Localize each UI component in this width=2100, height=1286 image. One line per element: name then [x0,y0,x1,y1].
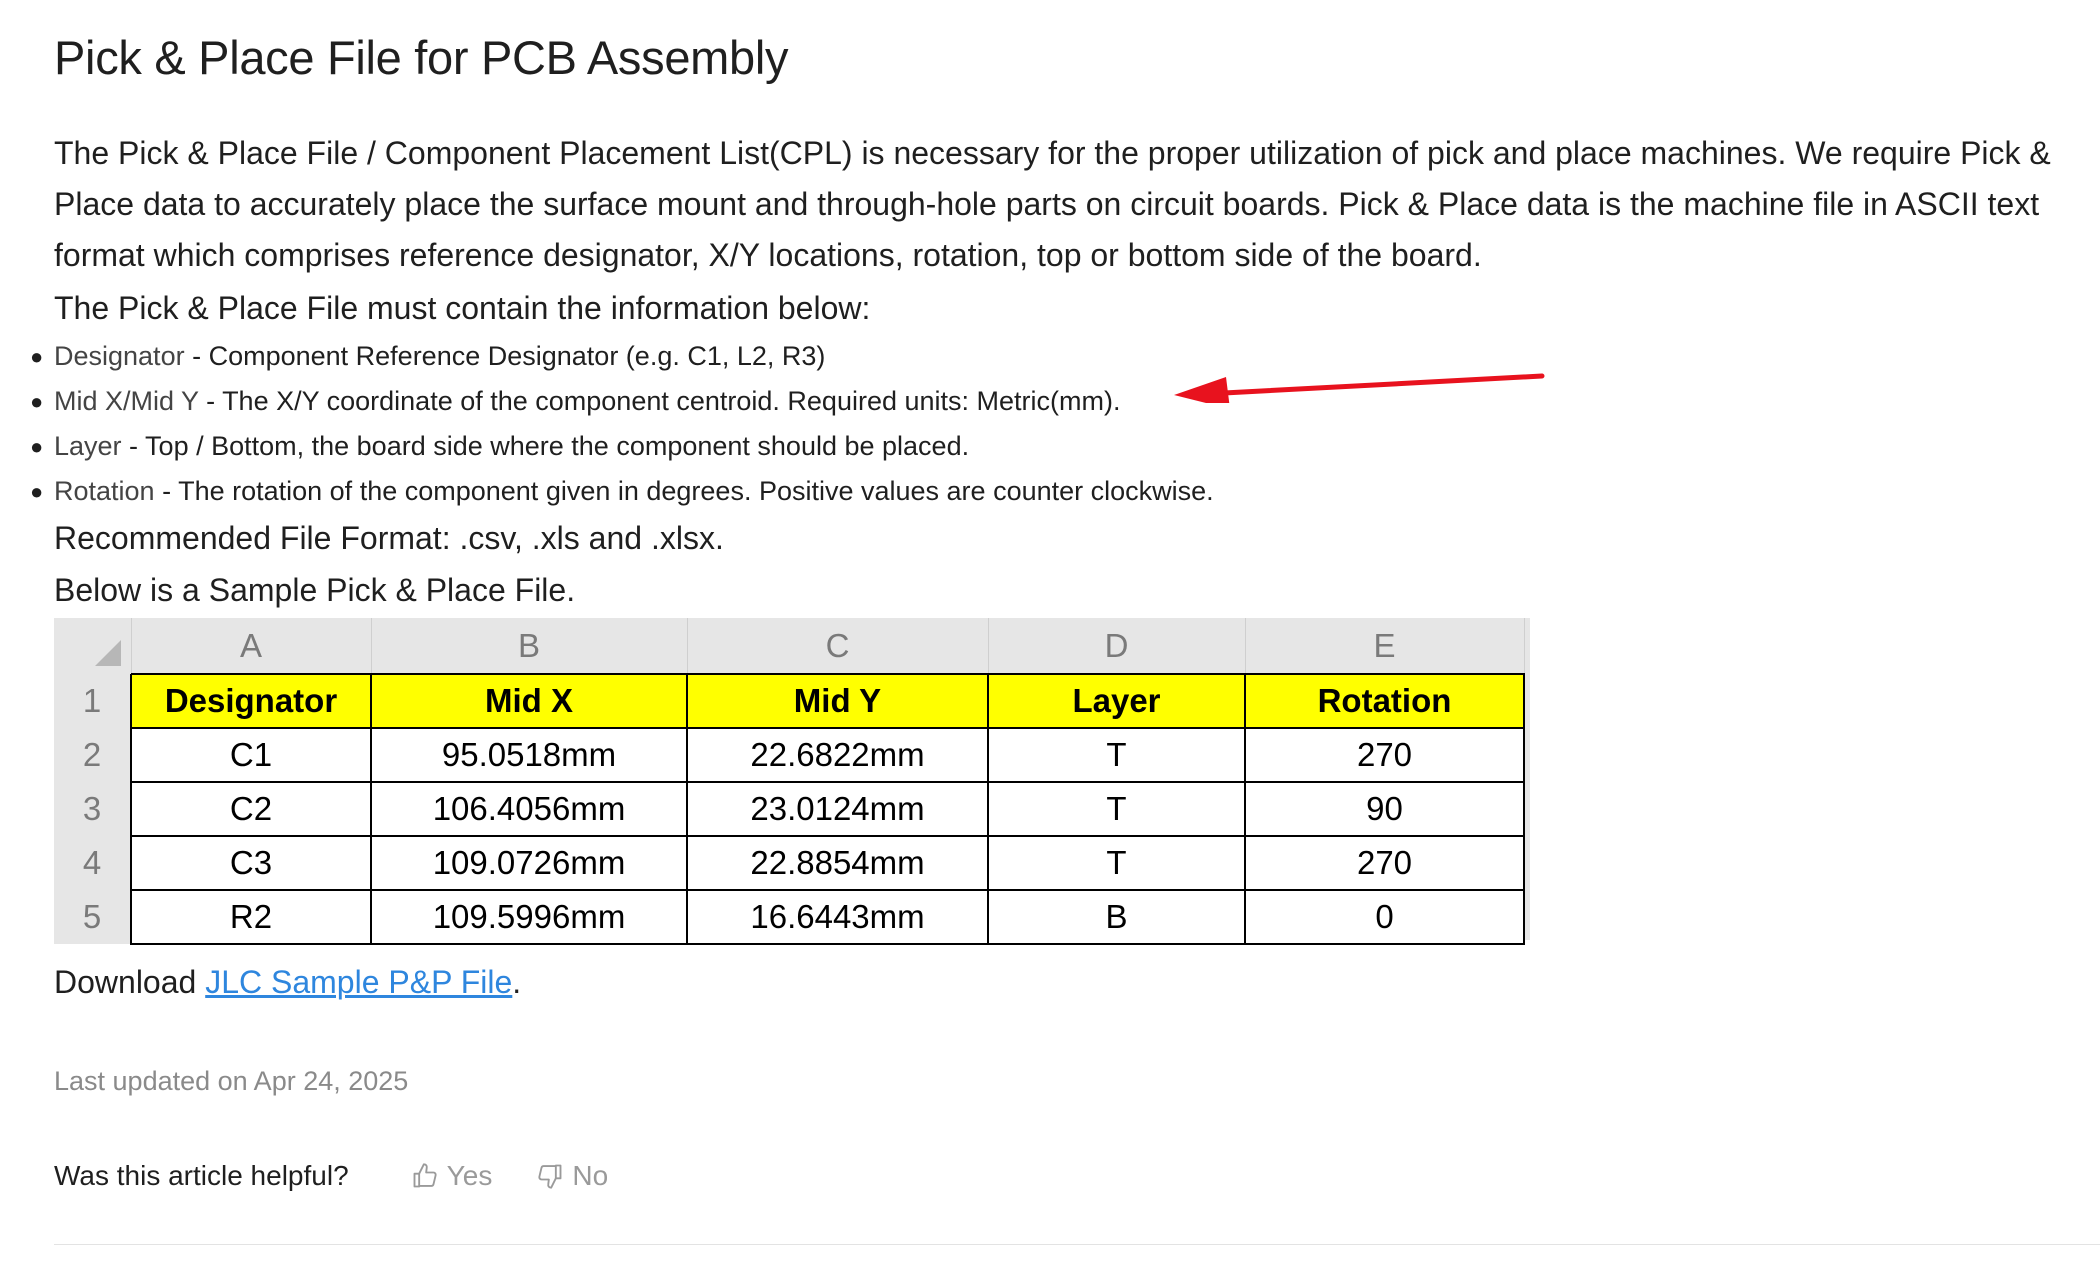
download-prefix: Download [54,964,206,1000]
divider [54,1244,2100,1245]
bullet-icon: ● [30,389,44,414]
row-number: 3 [54,782,131,836]
table-cell: T [988,836,1245,890]
table-row [54,782,1524,836]
sample-intro-text: Below is a Sample Pick & Place File. [54,572,576,608]
last-updated: Last updated on Apr 24, 2025 [54,1066,409,1096]
column-letter: C [687,618,988,674]
table-row [54,836,1524,890]
table-cell: 0 [1245,890,1524,944]
field-desc: - The rotation of the component given in degrees. Positive values are counter clockwise. [154,476,1214,506]
bullet-icon: ● [30,434,44,459]
column-letter: A [131,618,371,674]
table-cell: 22.6822mm [687,728,988,782]
must-contain-text: The Pick & Place File must contain the information below: [54,290,871,326]
column-header-row [54,618,1524,674]
row-number: 5 [54,890,131,944]
header-cell: Layer [988,674,1245,728]
header-cell: Mid Y [687,674,988,728]
intro-paragraph: The Pick & Place File / Component Placement List(CPL) is necessary for the proper utilization of pick and place machines. We require Pick & Place data to accurately place the surface mount and through-hole parts on circuit boards. Pick & Place data is the machine file in ASCII text format which comprises reference designator, X/Y locations, rotation, top or bottom side of the board. [54,135,2051,273]
header-cell: Mid X [371,674,687,728]
sample-spreadsheet-image [54,618,1530,940]
field-desc: - Component Reference Designator (e.g. C1, L2, R3) [184,341,826,371]
field-desc: - The X/Y coordinate of the component centroid. Required units: Metric(mm). [198,386,1121,416]
column-letter: D [988,618,1245,674]
table-cell: 95.0518mm [371,728,687,782]
column-letter: E [1245,618,1524,674]
table-row [54,890,1524,944]
list-item [30,334,1214,379]
table-header-row [54,674,1524,728]
bullet-icon: ● [30,344,44,369]
table-cell: B [988,890,1245,944]
field-term: Rotation [54,476,155,506]
list-item [30,469,1214,514]
yes-button[interactable] [411,1160,493,1192]
table-cell: 270 [1245,728,1524,782]
table-row [54,728,1524,782]
row-number: 1 [54,674,131,728]
table-cell: 109.5996mm [371,890,687,944]
helpful-question: Was this article helpful? [54,1160,349,1191]
thumbs-up-icon [411,1162,439,1190]
table-cell: T [988,728,1245,782]
file-format-text: Recommended File Format: .csv, .xls and .xlsx. [54,520,724,556]
header-cell: Rotation [1245,674,1524,728]
feedback-bar [54,1160,652,1192]
table-cell: T [988,782,1245,836]
table-cell: C2 [131,782,371,836]
select-all-corner [54,618,131,674]
yes-label: Yes [446,1160,493,1191]
field-list [30,334,1214,514]
table-cell: 22.8854mm [687,836,988,890]
table-cell: 16.6443mm [687,890,988,944]
table-cell: R2 [131,890,371,944]
arrow-head [1174,377,1230,403]
download-suffix: . [512,964,522,1000]
field-desc: - Top / Bottom, the board side where the component should be placed. [121,431,970,461]
field-term: Layer [54,431,122,461]
table-cell: 270 [1245,836,1524,890]
field-term: Mid X/Mid Y [54,386,199,416]
thumbs-down-icon [536,1162,564,1190]
table-cell: 23.0124mm [687,782,988,836]
table-cell: C3 [131,836,371,890]
red-arrow-icon [1174,363,1554,403]
header-cell: Designator [131,674,371,728]
list-item [30,379,1214,424]
table-cell: C1 [131,728,371,782]
arrow-shaft [1224,376,1542,393]
table-cell: 106.4056mm [371,782,687,836]
row-number: 2 [54,728,131,782]
corner-triangle-icon [95,640,121,666]
page-title: Pick & Place File for PCB Assembly [54,31,789,84]
table-cell: 109.0726mm [371,836,687,890]
no-button[interactable] [536,1160,608,1192]
row-number: 4 [54,836,131,890]
column-letter: B [371,618,687,674]
spreadsheet-table [54,618,1525,945]
download-line [54,960,521,1004]
sample-file-link[interactable]: JLC Sample P&P File [205,964,513,1000]
field-term: Designator [54,341,185,371]
no-label: No [572,1160,609,1191]
table-cell: 90 [1245,782,1524,836]
bullet-icon: ● [30,479,44,504]
list-item [30,424,1214,469]
